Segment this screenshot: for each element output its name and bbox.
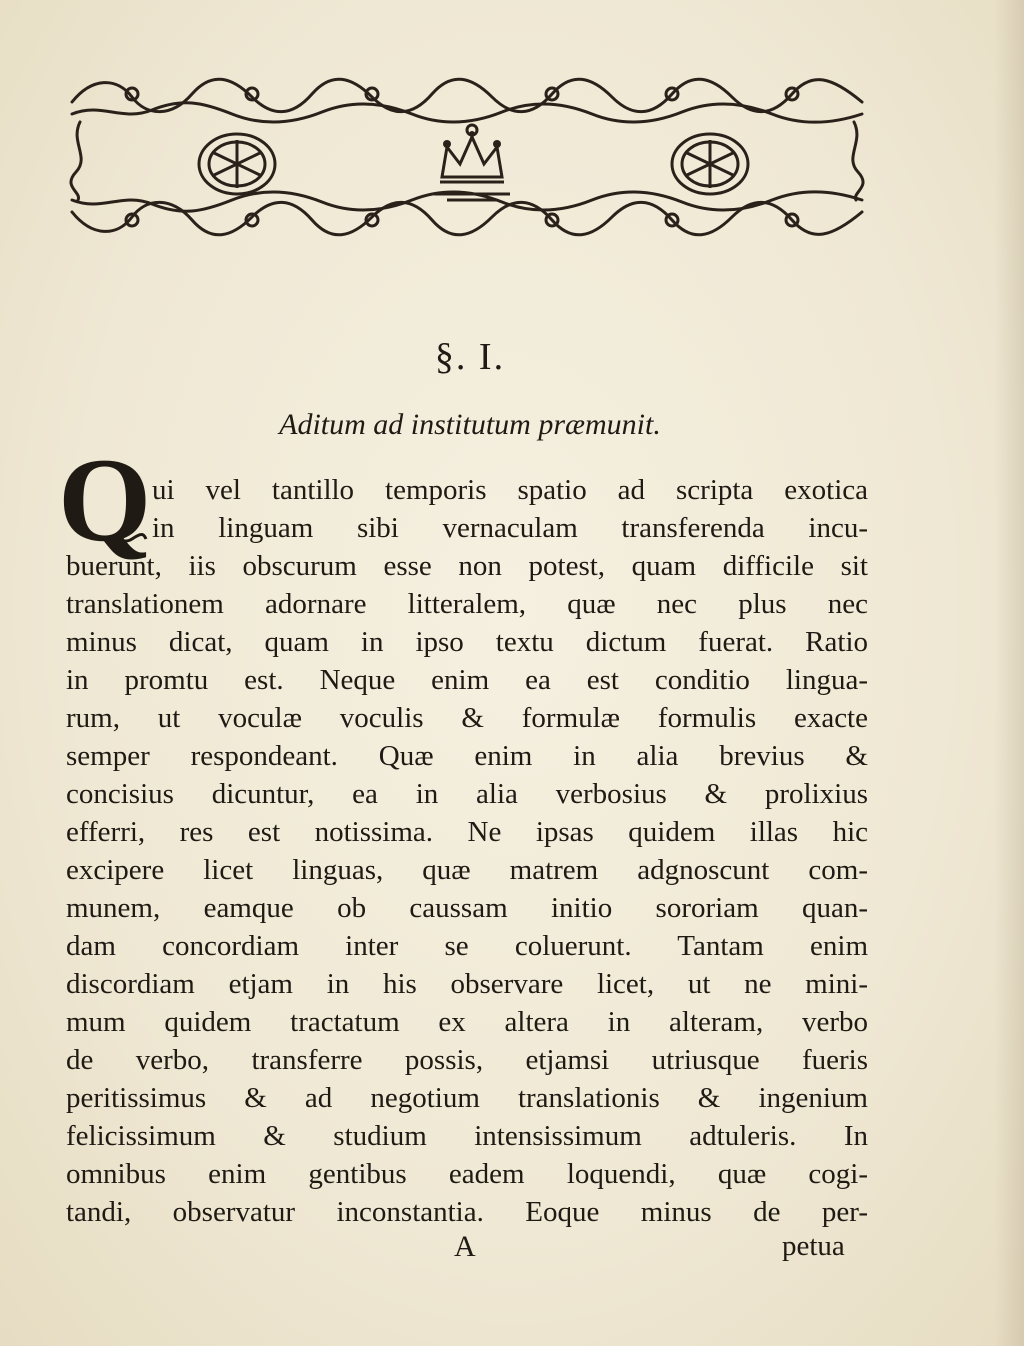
text-line: de verbo, transferre possis, etjamsi utriusque fueris bbox=[66, 1044, 868, 1076]
text-line: omnibus enim gentibus eadem loquendi, quæ cogi- bbox=[66, 1158, 868, 1190]
text-line: buerunt, iis obscurum esse non potest, quam difficile sit bbox=[66, 550, 868, 582]
text-line: tandi, observatur inconstantia. Eoque minus de per- bbox=[66, 1196, 868, 1228]
text-line: efferri, res est notissima. Ne ipsas quidem illas hic bbox=[66, 816, 868, 848]
section-heading: §. I. bbox=[434, 336, 506, 378]
section-subtitle: Aditum ad institutum præmunit. bbox=[279, 408, 661, 441]
text-line: in promtu est. Neque enim ea est conditio lingua- bbox=[66, 664, 868, 696]
signature-mark: A bbox=[454, 1230, 476, 1263]
text-line: rum, ut voculæ voculis & formulæ formulis exacte bbox=[66, 702, 868, 734]
text-line: concisius dicuntur, ea in alia verbosius & prolixius bbox=[66, 778, 868, 810]
text-line: munem, eamque ob caussam initio sororiam quan- bbox=[66, 892, 868, 924]
text-line: dam concordiam inter se coluerunt. Tantam enim bbox=[66, 930, 868, 962]
catchword: petua bbox=[782, 1230, 845, 1262]
drop-cap: Q bbox=[58, 433, 152, 566]
text-line: peritissimus & ad negotium translationis & ingenium bbox=[66, 1082, 868, 1114]
text-line: in linguam sibi vernaculam transferenda incu- bbox=[152, 512, 868, 544]
text-line: discordiam etjam in his observare licet, ut ne mini- bbox=[66, 968, 868, 1000]
text-line: felicissimum & studium intensissimum adtuleris. In bbox=[66, 1120, 868, 1152]
text-line: excipere licet linguas, quæ matrem adgnoscunt com- bbox=[66, 854, 868, 886]
text-line: ui vel tantillo temporis spatio ad scripta exotica bbox=[152, 474, 868, 506]
text-line: mum quidem tractatum ex altera in alteram, verbo bbox=[66, 1006, 868, 1038]
text-line: minus dicat, quam in ipso textu dictum fuerat. Ratio bbox=[66, 626, 868, 658]
text-line: semper respondeant. Quæ enim in alia brevius & bbox=[66, 740, 868, 772]
text-line: translationem adornare litteralem, quæ nec plus nec bbox=[66, 588, 868, 620]
